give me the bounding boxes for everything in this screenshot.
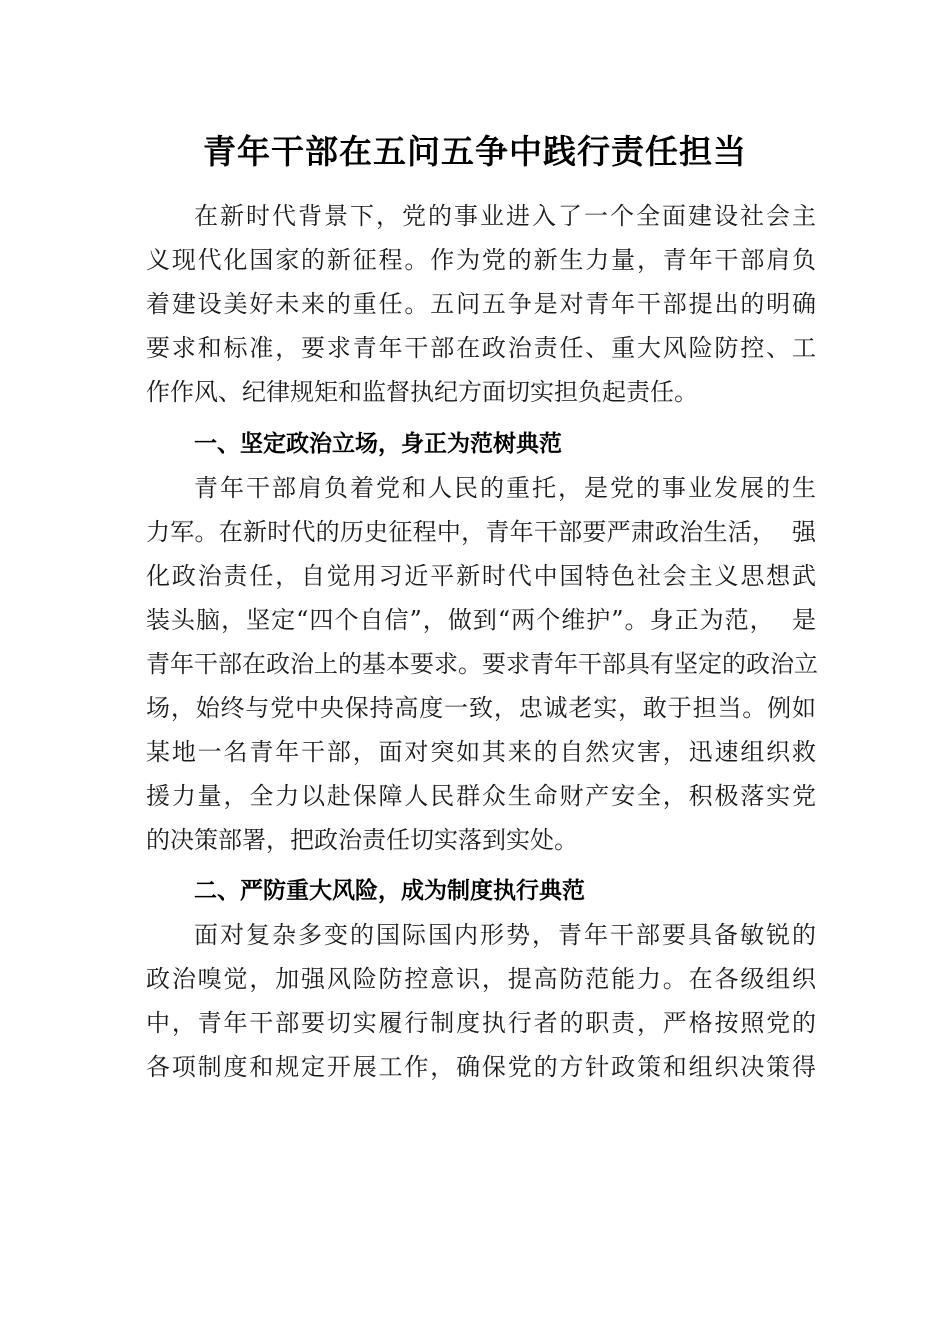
section-heading: 二、严防重大风险，成为制度执行典范 (194, 878, 585, 904)
section1-line: 的决策部署，把政治责任切实落到实处。 (146, 826, 578, 854)
section2-line: 各项制度和规定开展工作，确保党的方针政策和组织决策得 (146, 1053, 816, 1081)
section1-line: 力军。在新时代的历史征程中，青年干部要严肃政治生活， 强 (146, 518, 816, 546)
section2-line: 中，青年干部要切实履行制度执行者的职责，严格按照党的 (146, 1009, 816, 1037)
section2-line: 政治嗅觉，加强风险防控意识，提高防范能力。在各级组织 (146, 965, 816, 993)
section1-line: 某地一名青年干部，面对突如其来的自然灾害，迅速组织救 (146, 738, 816, 766)
intro-line: 义现代化国家的新征程。作为党的新生力量，青年干部肩负 (146, 246, 816, 274)
section1-line: 化政治责任，自觉用习近平新时代中国特色社会主义思想武 (146, 562, 816, 590)
section1-line: 青年干部肩负着党和人民的重托，是党的事业发展的生 (194, 474, 816, 502)
section-heading: 一、坚定政治立场，身正为范树典范 (194, 431, 562, 457)
section1-line: 装头脑，坚定“四个自信”，做到“两个维护”。身正为范， 是 (146, 606, 816, 634)
section1-line: 青年干部在政治上的基本要求。要求青年干部具有坚定的政治立 (146, 650, 818, 678)
section1-line: 援力量，全力以赴保障人民群众生命财产安全，积极落实党 (146, 782, 816, 810)
intro-line: 作作风、纪律规矩和监督执纪方面切实担负起责任。 (146, 378, 698, 406)
document-title: 青年干部在五问五争中践行责任担当 (203, 132, 747, 171)
intro-line: 着建设美好未来的重任。五问五争是对青年干部提出的明确 (146, 290, 816, 318)
intro-line: 在新时代背景下，党的事业进入了一个全面建设社会主 (194, 202, 816, 230)
section2-line: 面对复杂多变的国际国内形势，青年干部要具备敏锐的 (194, 921, 816, 949)
section1-line: 场，始终与党中央保持高度一致，忠诚老实，敢于担当。例如 (146, 694, 816, 722)
intro-line: 要求和标准，要求青年干部在政治责任、重大风险防控、工 (146, 334, 816, 362)
